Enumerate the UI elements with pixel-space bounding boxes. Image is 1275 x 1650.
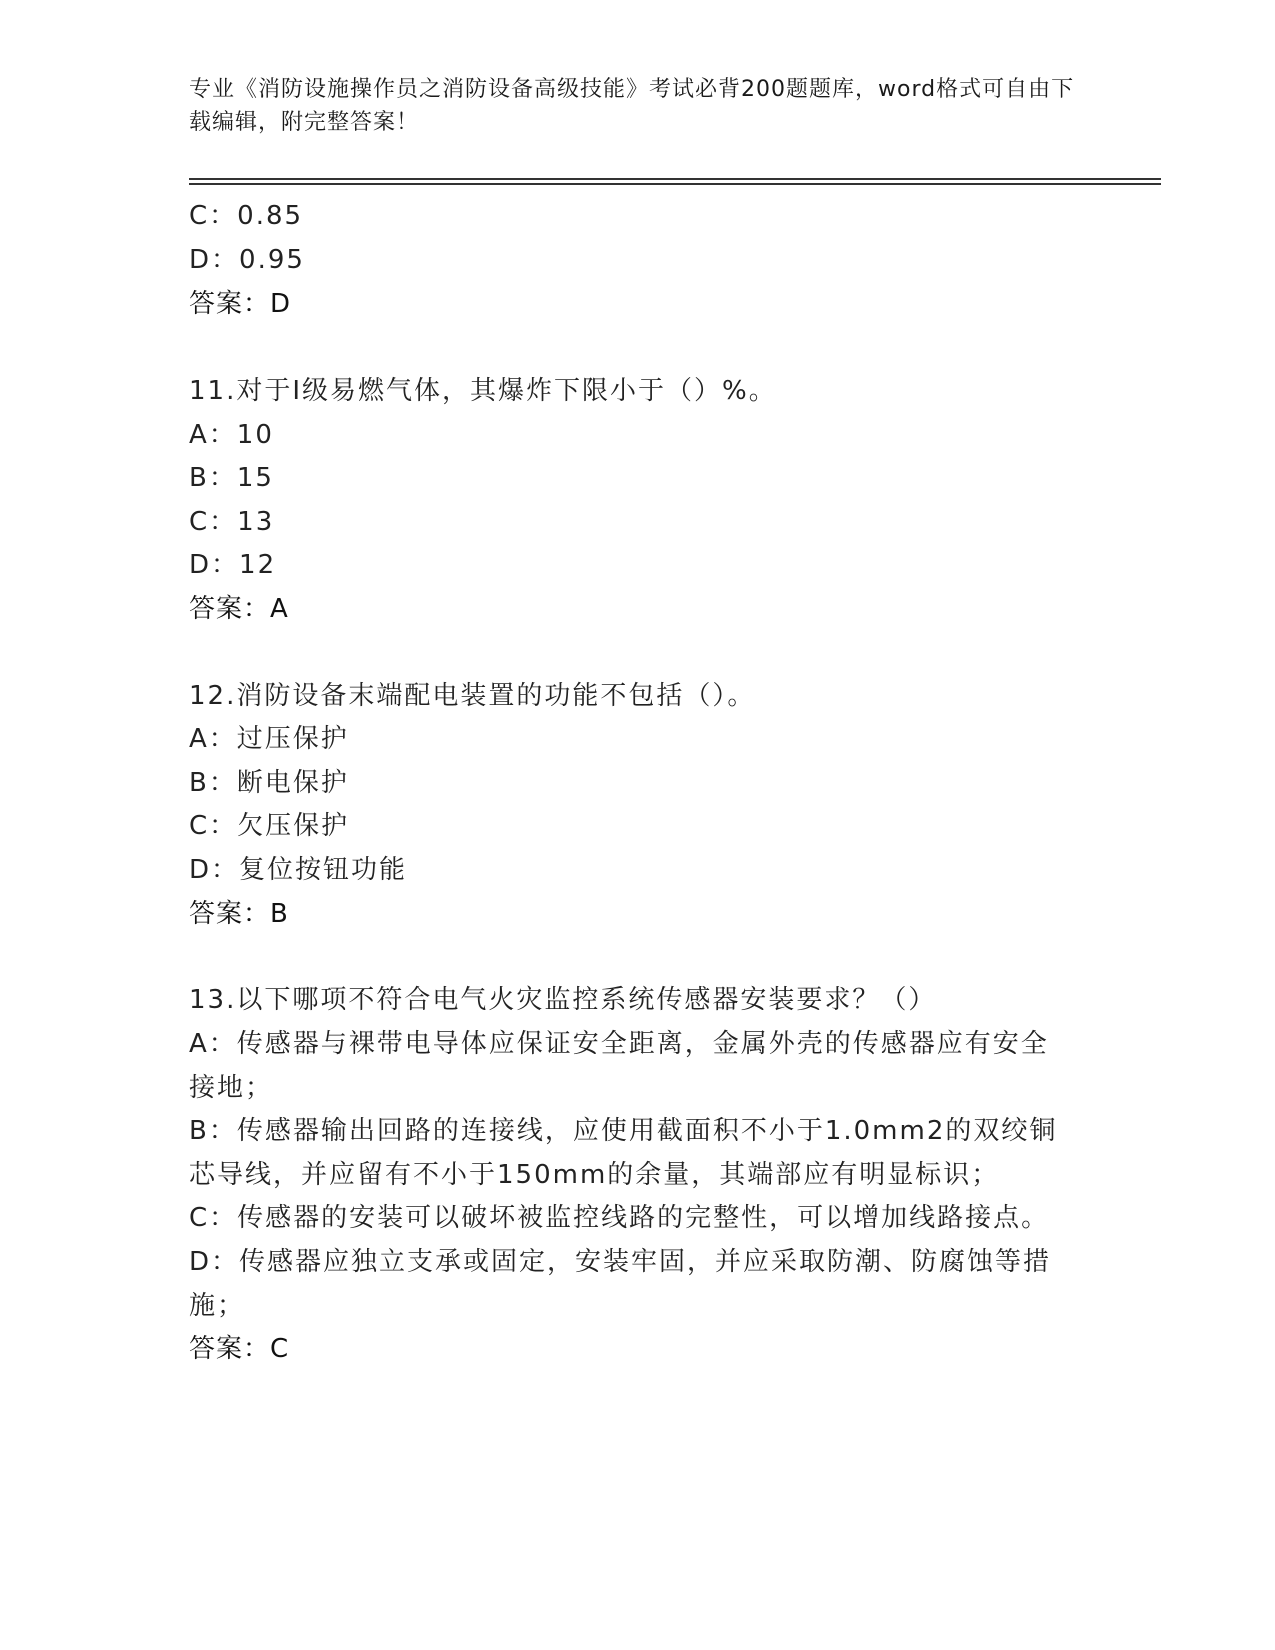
q11-option-c: C：13 xyxy=(189,507,275,537)
q13-question: 13.以下哪项不符合电气火灾监控系统传感器安装要求？（） xyxy=(189,985,937,1015)
q13-option-a-cont: 接地； xyxy=(189,1073,274,1103)
header-divider-top xyxy=(189,178,1161,180)
q11-option-b: B：15 xyxy=(189,463,274,493)
q10-option-c: C：0.85 xyxy=(189,201,304,231)
q12-option-a: A：过压保护 xyxy=(189,724,349,754)
q13-option-d: D：传感器应独立支承或固定，安装牢固，并应采取防潮、防腐蚀等措 xyxy=(189,1247,1052,1277)
header-divider-bottom xyxy=(189,183,1161,185)
q13-option-a: A：传感器与裸带电导体应保证安全距离，金属外壳的传感器应有安全 xyxy=(189,1029,1049,1059)
q12-option-b: B：断电保护 xyxy=(189,768,349,798)
q12-option-c: C：欠压保护 xyxy=(189,811,350,841)
q12-question: 12.消防设备末端配电装置的功能不包括（）。 xyxy=(189,681,756,711)
q11-option-a: A：10 xyxy=(189,420,274,450)
q10-option-d: D：0.95 xyxy=(189,245,305,275)
q11-question: 11.对于Ⅰ级易燃气体，其爆炸下限小于（）%。 xyxy=(189,376,777,406)
q13-option-b: B：传感器输出回路的连接线，应使用截面积不小于1.0mm2的双绞铜 xyxy=(189,1116,1058,1146)
q12-answer: 答案：B xyxy=(189,899,289,929)
q13-option-b-cont: 芯导线，并应留有不小于150mm的余量，其端部应有明显标识； xyxy=(189,1160,1000,1190)
q11-answer: 答案：A xyxy=(189,594,289,624)
q13-option-c: C：传感器的安装可以破坏被监控线路的完整性，可以增加线路接点。 xyxy=(189,1203,1050,1233)
document-header: 专业《消防设施操作员之消防设备高级技能》考试必背200题题库，word格式可自由下载编辑，附完整答案！ xyxy=(189,77,1075,135)
q10-answer: 答案：D xyxy=(189,289,292,319)
q12-option-d: D：复位按钮功能 xyxy=(189,855,408,885)
q11-option-d: D：12 xyxy=(189,550,277,580)
q13-answer: 答案：C xyxy=(189,1334,290,1364)
q13-option-d-cont: 施； xyxy=(189,1291,246,1321)
